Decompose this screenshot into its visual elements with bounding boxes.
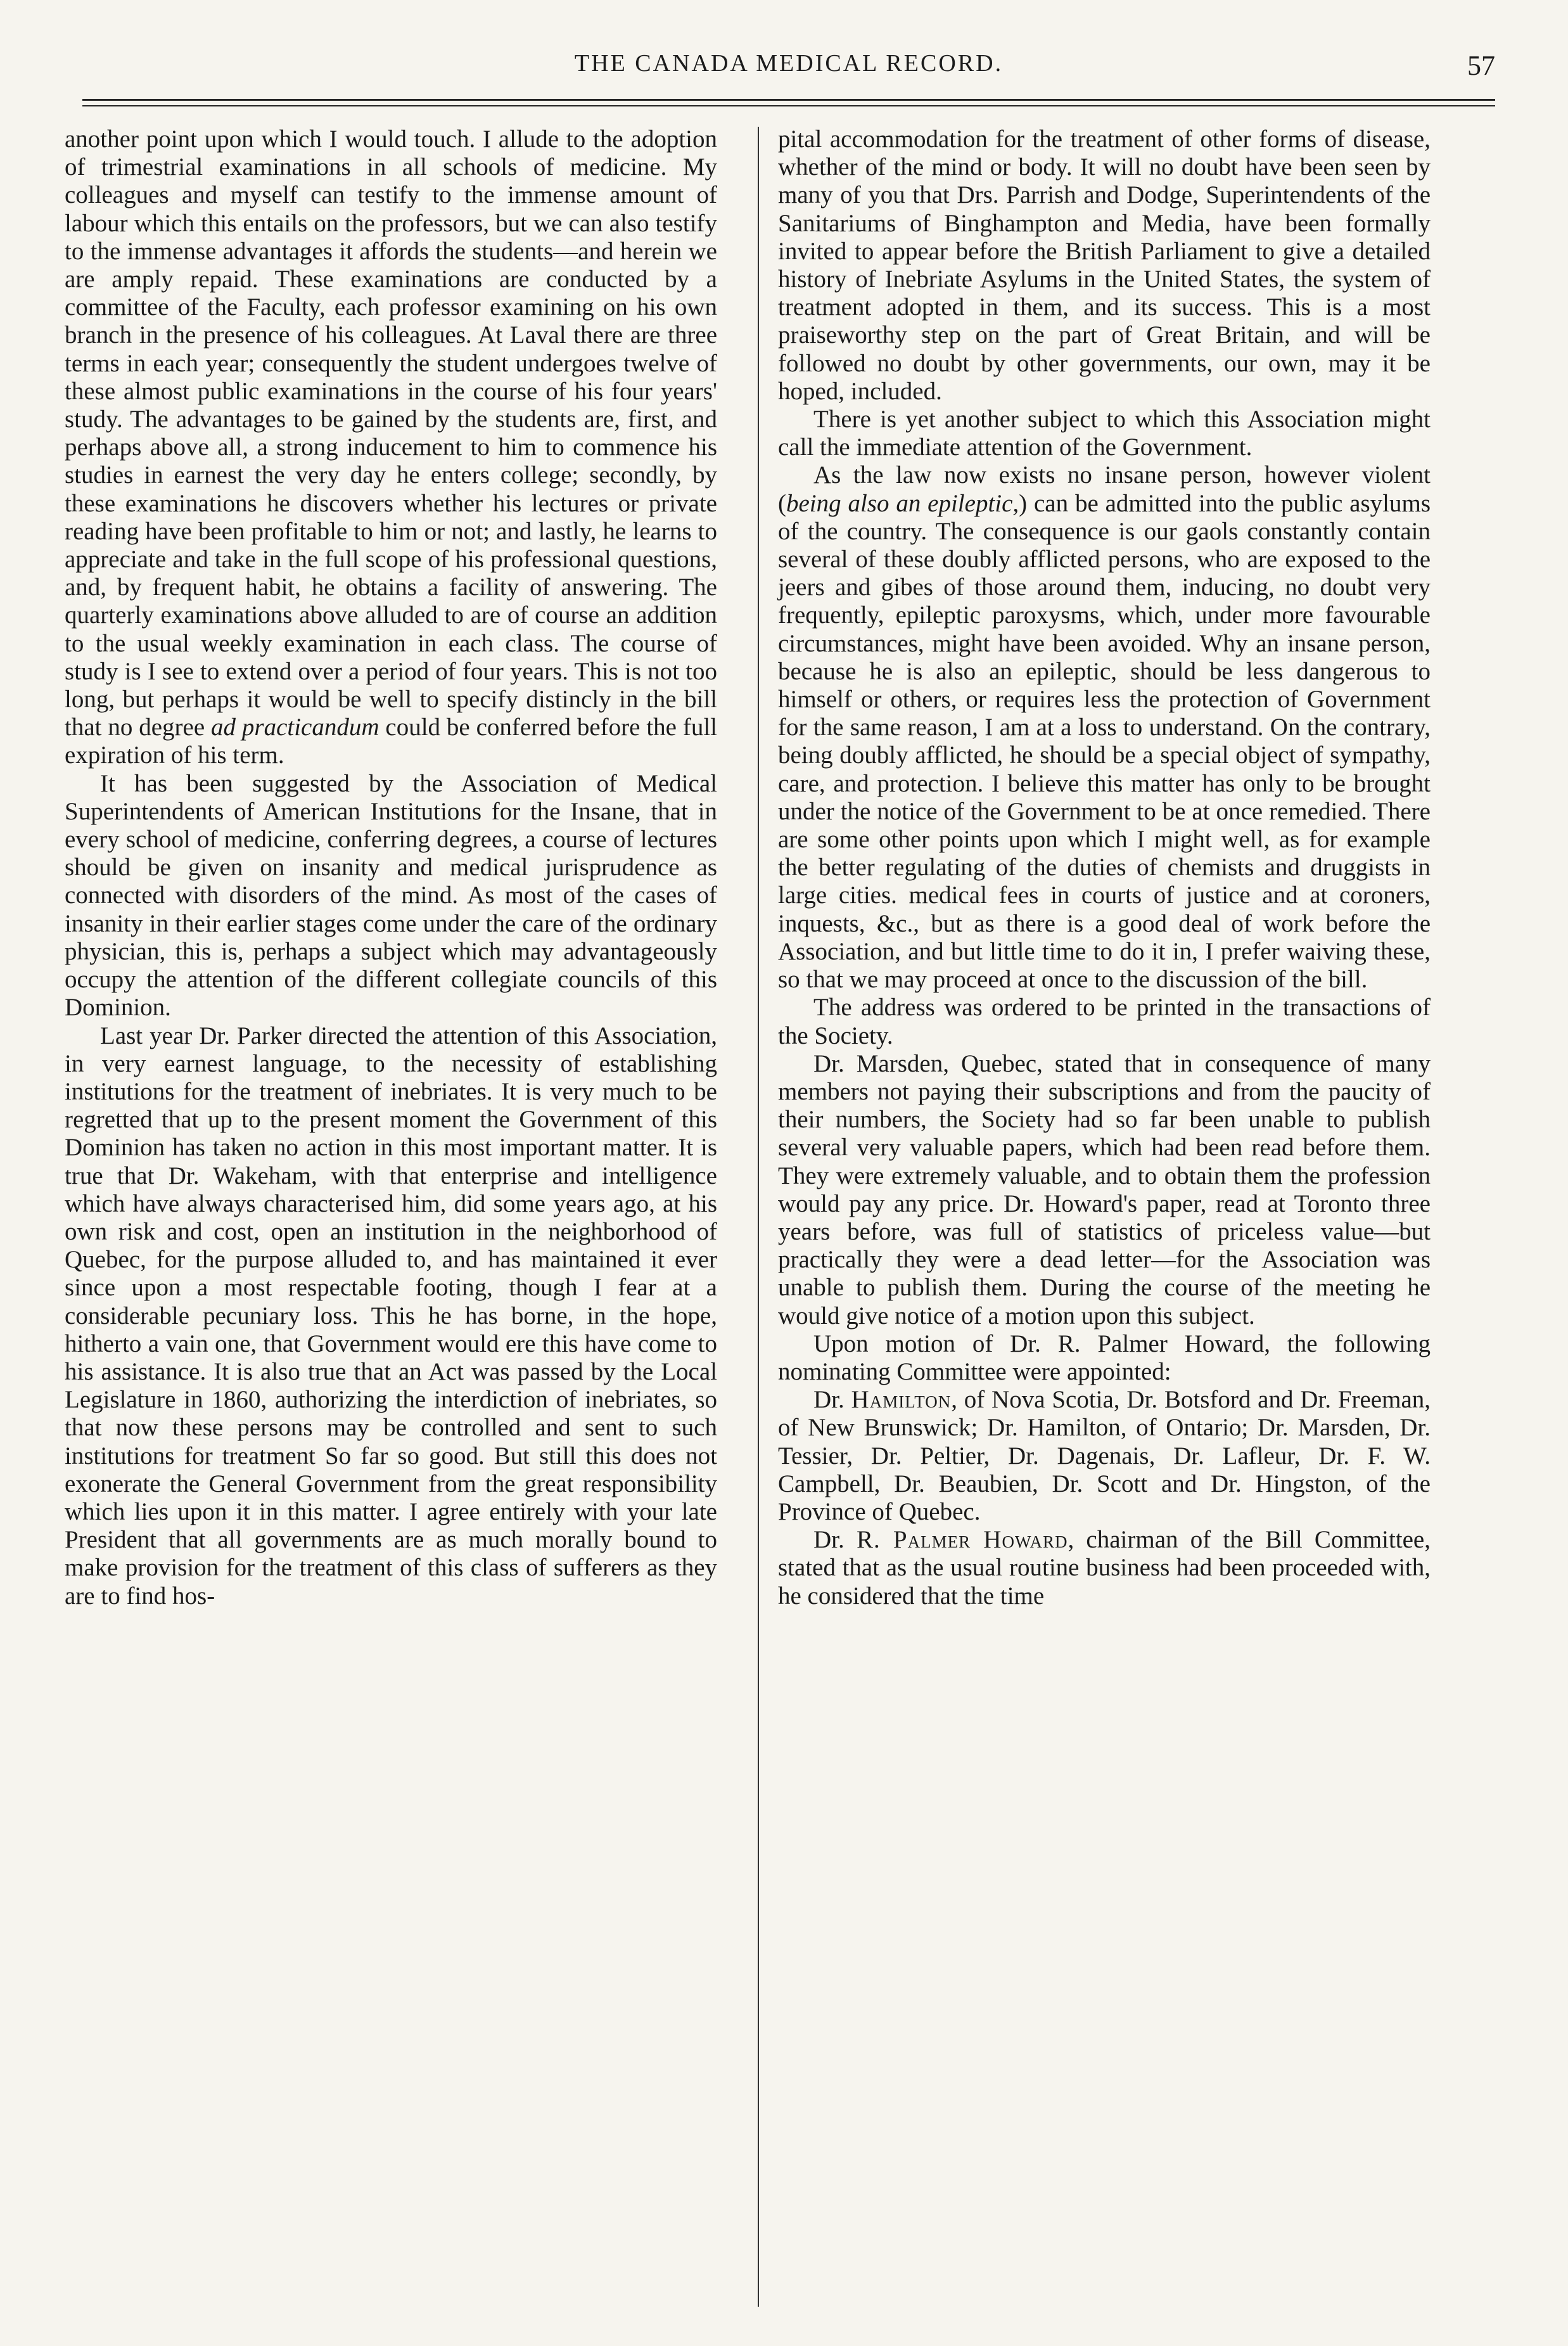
page-number: 57 (1467, 50, 1495, 81)
paragraph: Dr. Hamilton, of Nova Scotia, Dr. Botsford and Dr. Freeman, of New Brunswick; Dr. Hamilton, of Ontario; Dr. Marsden, Dr. Tessier, Dr. Peltier, Dr. Dagenais, Dr. Lafleur, Dr. F. W. Campbell, Dr. Beaubien, Dr. Scott and Dr. Hingston, of the Province of Quebec. (778, 1386, 1431, 1525)
paragraph: pital accommodation for the treatment of other forms of disease, whether of the mind or body. It will no doubt have been seen by many of you that Drs. Parrish and Dodge, Superintendents of the Sanitariums of Binghampton and Media, have been formally invited to appear before the British Parliament to give a detailed history of Inebriate Asylums in the United States, the system of treatment adopted in them, and its success. This is a most praiseworthy step on the part of Great Britain, and will be followed no doubt by other governments, our own, may it be hoped, included. (778, 125, 1431, 405)
paragraph: Dr. R. Palmer Howard, chairman of the Bill Committee, stated that as the usual routine business had been proceeded with, he considered that the time (778, 1526, 1431, 1610)
paragraph: Upon motion of Dr. R. Palmer Howard, the following nominating Committee were appointed: (778, 1330, 1431, 1385)
paragraph: As the law now exists no insane person, however violent (being also an epileptic,) can be admitted into the public asylums of the country. The consequence is our gaols constantly contain several of these doubly afflicted persons, who are exposed to the jeers and gibes of those around them, inducing, no doubt very frequently, epileptic paroxysms, which, under more favourable circumstances, might have been avoided. Why an insane person, because he is also an epileptic, should be less dangerous to himself or others, or requires less the protection of Government for the same reason, I am at a loss to understand. On the contrary, being doubly afflicted, he should be a special object of sympathy, care, and protection. I believe this matter has only to be brought under the notice of the Government to be at once remedied. There are some other points upon which I might well, as for example the better regulating of the duties of chemists and druggists in large cities. medical fees in courts of justice and at coroners, inquests, &c., but as there is a good deal of work before the Association, and but little time to do it in, I prefer waiving these, so that we may proceed at once to the discussion of the bill. (778, 461, 1431, 994)
paragraph: The address was ordered to be printed in the transactions of the Society. (778, 994, 1431, 1049)
paragraph: another point upon which I would touch. I allude to the adoption of trimestrial examinations in all schools of medicine. My colleagues and myself can testify to the immense amount of labour which this entails on the professors, but we can also testify to the immense advantages it affords the students—and herein we are amply repaid. These examinations are conducted by a committee of the Faculty, each professor examining on his own branch in the presence of his colleagues. At Laval there are three terms in each year; consequently the student undergoes twelve of these almost public examinations in the course of his four years' study. The advantages to be gained by the students are, first, and perhaps above all, a strong inducement to him to commence his studies in earnest the very day he enters college; secondly, by these examinations he discovers whether his lectures or private reading have been profitable to him or not; and lastly, he learns to appreciate and take in the full scope of his professional questions, and, by frequent habit, he obtains a facility of answering. The quarterly examinations above alluded to are of course an addition to the usual weekly examination in each class. The course of study is I see to extend over a period of four years. This is not too long, but perhaps it would be well to specify distincly in the bill that no degree ad practicandum could be conferred before the full expiration of his term. (65, 125, 717, 769)
page-header (82, 49, 1495, 87)
header-rule (82, 99, 1495, 101)
header-rule-thin (82, 105, 1495, 106)
paragraph: Dr. Marsden, Quebec, stated that in consequence of many members not paying their subscriptions and from the paucity of their numbers, the Society had so far been unable to publish several very valuable papers, which had been read before them. They were extremely valuable, and to obtain them the profession would pay any price. Dr. Howard's paper, read at Toronto three years before, was full of statistics of priceless value—but practically they were a dead letter—for the Association was unable to publish them. During the course of the meeting he would give notice of a motion upon this subject. (778, 1049, 1431, 1330)
right-column (778, 125, 1431, 1610)
left-column (65, 125, 717, 1610)
paragraph: Last year Dr. Parker directed the attention of this Association, in very earnest language, to the necessity of establishing institutions for the treatment of inebriates. It is very much to be regretted that up to the present moment the Government of this Dominion has taken no action in this most important matter. It is true that Dr. Wakeham, with that enterprise and intelligence which have always characterised him, did some years ago, at his own risk and cost, open an institution in the neighborhood of Quebec, for the purpose alluded to, and has maintained it ever since upon a most respectable footing, though I fear at a considerable pecuniary loss. This he has borne, in the hope, hitherto a vain one, that Government would ere this have come to his assistance. It is also true that an Act was passed by the Local Legislature in 1860, authorizing the interdiction of inebriates, so that now these persons may be controlled and sent to such institutions for treatment So far so good. But still this does not exonerate the General Government from the great responsibility which lies upon it in this matter. I agree entirely with your late President that all governments are as much morally bound to make provision for the treatment of this class of sufferers as they are to find hos- (65, 1022, 717, 1610)
paragraph: There is yet another subject to which this Association might call the immediate attention of the Government. (778, 406, 1431, 461)
running-title: THE CANADA MEDICAL RECORD. (574, 50, 1004, 77)
column-divider (758, 127, 759, 2307)
paragraph: It has been suggested by the Association of Medical Superintendents of American Institutions for the Insane, that in every school of medicine, conferring degrees, a course of lectures should be given on insanity and medical jurisprudence as connected with disorders of the mind. As most of the cases of insanity in their earlier stages come under the care of the ordinary physician, this is, perhaps a subject which may advantageously occupy the attention of the different collegiate councils of this Dominion. (65, 769, 717, 1022)
